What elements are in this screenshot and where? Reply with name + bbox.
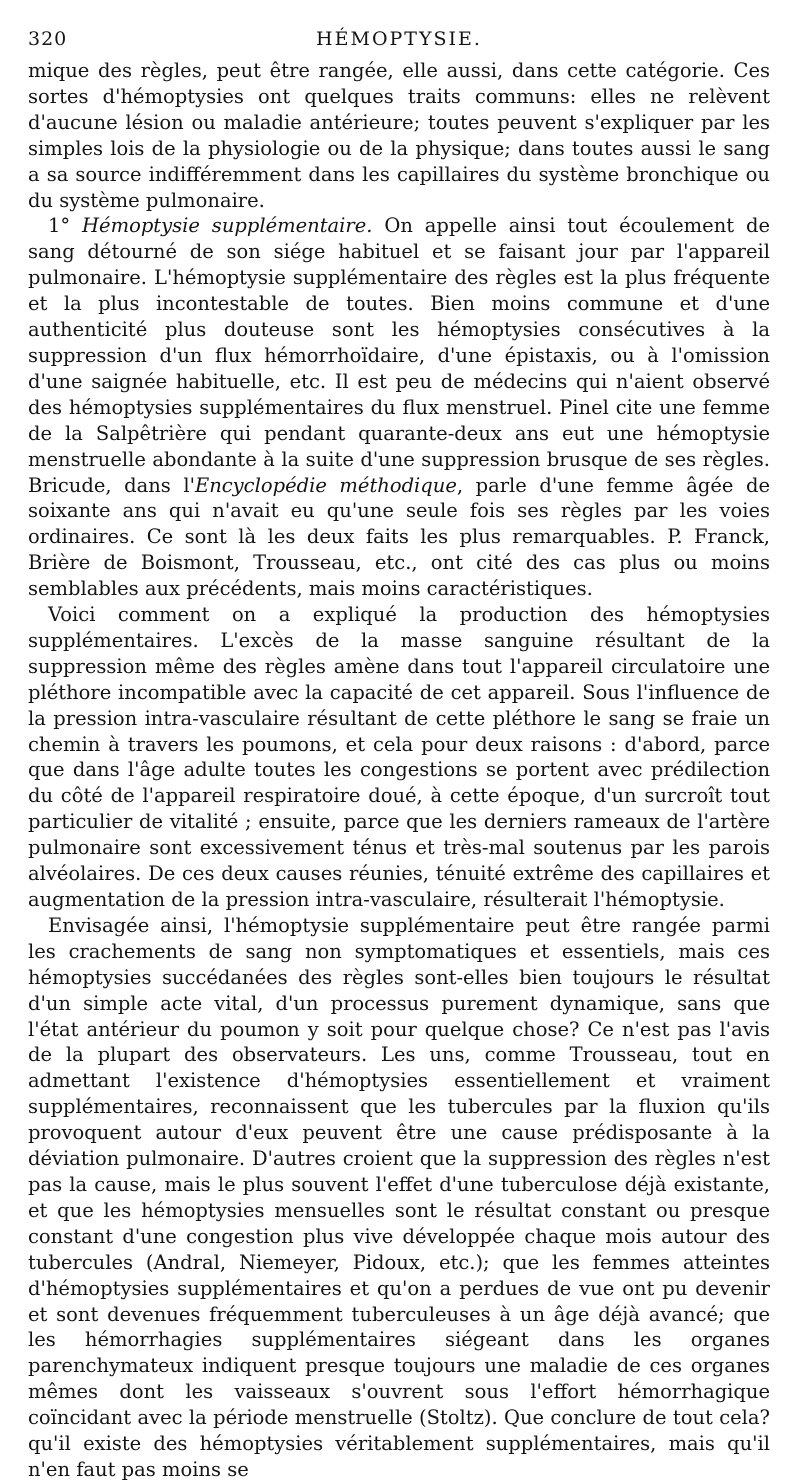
paragraph-continuation: mique des règles, peut être rangée, elle aussi, dans cette catégorie. Ces sortes d'hémoptysies ont quelques traits communs: elles ne relèvent d'aucune lésion ou maladie antérieure; toutes peuvent s'expliquer par les simples lois de la physiologie ou de la physique; dans toutes aussi le sang a sa source indifféremment dans les capillaires du système bronchique ou du système pulmonaire. bbox=[28, 59, 770, 212]
paragraph-text: On appelle ainsi tout écoulement de sang détourné de son siége habituel et se faisant jour par l'appareil pulmonaire. L'hémoptysie supplémentaire des règles est la plus fréquente et la plus incontestable de toutes. Bien moins commune et d'une authenticité plus douteuse sont les hémoptysies consécutives à la suppression d'un flux hémorrhoïdaire, d'une épistaxis, ou à l'omission d'une saignée habituelle, etc. Il est peu de médecins qui n'aient observé des hémoptysies supplémentaires du flux menstruel. Pinel cite une femme de la Salpêtrière qui pendant quarante-deux ans eut une hémoptysie menstruelle abondante à la suite d'une suppression brusque de ses règles. Bricude, dans l' bbox=[28, 214, 770, 497]
page-number: 320 bbox=[28, 28, 68, 50]
book-page bbox=[28, 24, 770, 1483]
running-title: HÉMOPTYSIE. bbox=[316, 28, 482, 50]
cited-work-title: Encyclopédie méthodique bbox=[194, 473, 457, 497]
paragraph-discussion: Envisagée ainsi, l'hémoptysie supplémentaire peut être rangée parmi les crachements de sang non symptomatiques et essentiels, mais ces hémoptysies succédanées des règles sont-elles bien toujours le résultat d'un simple acte vital, d'un processus purement dynamique, sans que l'état antérieur du poumon y soit pour quelque chose? Ce n'est pas l'avis de la plupart des observateurs. Les uns, comme Trousseau, tout en admettant l'existence d'hémoptysies essentiellement et vraiment supplémentaires, reconnaissent que les tubercules par la fluxion qu'ils provoquent autour d'eux peuvent être une cause prédisposante à la déviation pulmonaire. D'autres croient que la suppression des règles n'est pas la cause, mais le plus souvent l'effet d'une tuberculose déjà existante, et que les hémoptysies mensuelles sont le résultat constant ou presque constant d'une congestion plus vive développée chaque mois autour des tubercules (Andral, Niemeyer, Pidoux, etc.); que les femmes atteintes d'hémoptysies supplémentaires et qu'on a perdues de vue ont pu devenir et sont devenues fréquemment tuberculeuses à un âge déjà avancé; que les hémorrhagies supplémentaires siégeant dans les organes parenchymateux indiquent presque toujours une maladie de ces organes mêmes dont les vaisseaux s'ouvrent sous l'effort hémorrhagique coïncidant avec la période menstruelle (Stoltz). Que conclure de tout cela? qu'il existe des hémoptysies véritablement supplémentaires, mais qu'il n'en faut pas moins se bbox=[28, 913, 770, 1481]
running-head bbox=[28, 24, 770, 58]
paragraph-explanation: Voici comment on a expliqué la production des hémoptysies supplémentaires. L'excès de la masse sanguine résultant de la suppression même des règles amène dans tout l'appareil circulatoire une pléthore incompatible avec la capacité de cet appareil. Sous l'influence de la pression intra-vasculaire résultant de cette pléthore le sang se fraie un chemin à travers les poumons, et cela pour deux raisons : d'abord, parce que dans l'âge adulte toutes les congestions se portent avec prédilection du côté de l'appareil respiratoire doué, à cette époque, d'un surcroît tout particulier de vitalité ; ensuite, parce que les derniers rameaux de l'artère pulmonaire sont excessivement ténus et très-mal soutenus par les parois alvéolaires. De ces deux causes réunies, ténuité extrême des capillaires et augmentation de la pression intra-vasculaire, résulterait l'hémoptysie. bbox=[28, 603, 770, 911]
paragraph-text: , parle d'une femme âgée de soixante ans qui n'avait eu qu'une seule fois ses règles par les voies ordinaires. Ce sont là les deux faits les plus remarquables. P. Franck, Brière de Boismont, Trousseau, etc., ont cité des cas plus ou moins semblables aux précédents, mais moins caractéristiques. bbox=[28, 473, 770, 601]
paragraph-hemoptysie-supplementaire bbox=[28, 213, 770, 602]
section-number: 1° bbox=[48, 214, 71, 238]
section-heading: Hémoptysie supplémentaire. bbox=[82, 214, 373, 238]
